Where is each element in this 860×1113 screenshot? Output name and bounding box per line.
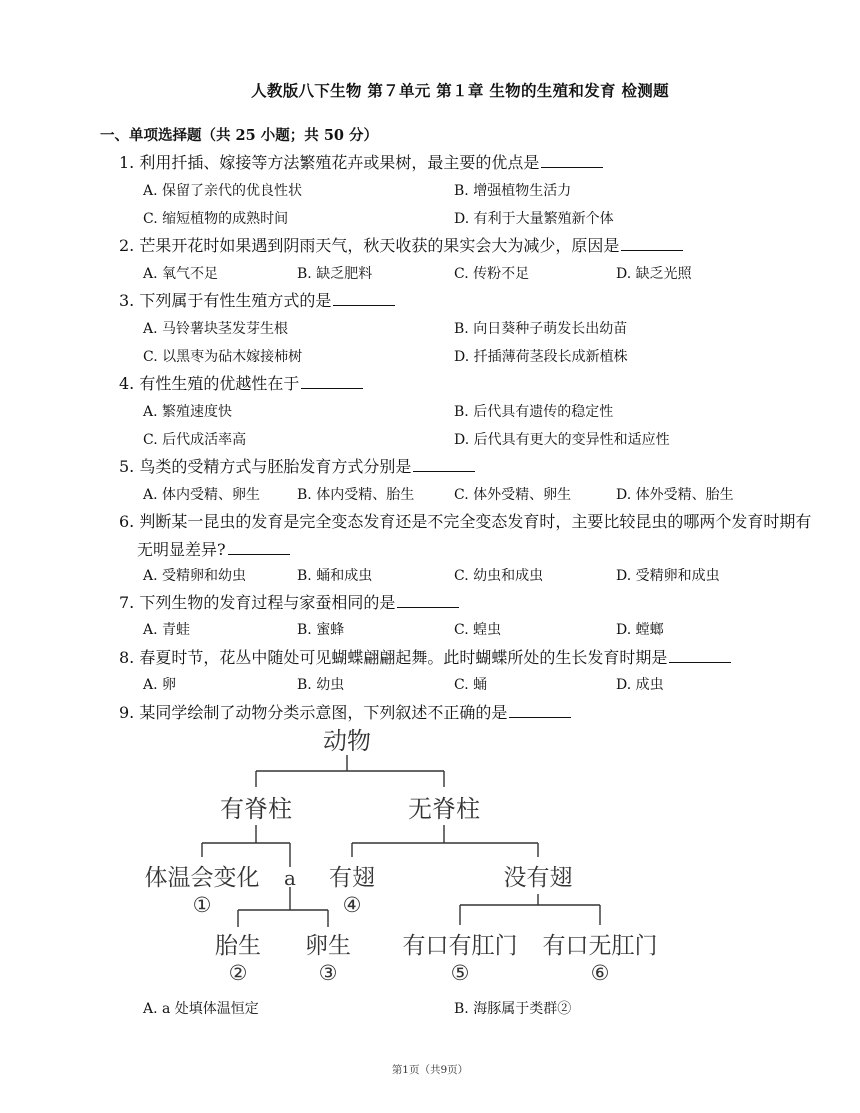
- diagram-mark-4: ④: [342, 893, 362, 917]
- question-3-option-b: B. 向日葵种子萌发长出幼苗: [454, 321, 628, 337]
- question-4-stem: 4. 有性生殖的优越性在于: [119, 370, 799, 398]
- question-5-option-d: D. 体外受精、胎生: [616, 487, 734, 503]
- question-7-option-c: C. 蝗虫: [454, 622, 502, 638]
- diagram-mark-3: ③: [318, 961, 338, 985]
- answer-blank: [333, 304, 395, 306]
- diagram-mark-5: ⑤: [450, 961, 470, 985]
- diagram-oviparous: 卵生: [305, 933, 351, 959]
- diagram-mark-2: ②: [228, 961, 248, 985]
- question-9-stem: 9. 某同学绘制了动物分类示意图，下列叙述不正确的是: [119, 699, 799, 727]
- question-8-option-d: D. 成虫: [616, 677, 664, 693]
- question-1-option-a: A. 保留了亲代的优良性状: [143, 183, 303, 199]
- answer-blank: [509, 716, 571, 718]
- question-7-option-b: B. 蜜蜂: [297, 622, 345, 638]
- question-5-option-b: B. 体内受精、胎生: [297, 487, 415, 503]
- answer-blank: [413, 470, 475, 472]
- answer-blank: [301, 387, 363, 389]
- question-1-option-c: C. 缩短植物的成熟时间: [143, 211, 289, 227]
- question-4-option-a: A. 繁殖速度快: [143, 404, 233, 420]
- diagram-root: 动物: [323, 727, 371, 755]
- question-7-option-d: D. 螳螂: [616, 622, 664, 638]
- question-2-stem: 2. 芒果开花时如果遇到阴雨天气，秋天收获的果实会大为减少，原因是: [119, 232, 799, 260]
- question-6-option-d: D. 受精卵和成虫: [616, 568, 720, 584]
- animal-classification-diagram: [130, 727, 660, 997]
- section-heading: 一、单项选择题（共 25 小题；共 50 分）: [100, 127, 379, 144]
- page-title: 人教版八下生物 第７单元 第１章 生物的生殖和发育 检测题: [251, 81, 669, 100]
- question-1-option-b: B. 增强植物生活力: [454, 183, 572, 199]
- answer-blank: [228, 553, 290, 555]
- diagram-mouth-no-anus: 有口无肛门: [542, 933, 658, 959]
- diagram-mouth-anus: 有口有肛门: [402, 933, 518, 959]
- question-9-option-b: B. 海豚属于类群②: [454, 1001, 572, 1017]
- question-4-option-d: D. 后代具有更大的变异性和适应性: [454, 432, 670, 448]
- page-footer: 第1页（共9页）: [391, 1064, 469, 1076]
- question-6-option-b: B. 蛹和成虫: [297, 568, 373, 584]
- question-5-stem: 5. 鸟类的受精方式与胚胎发育方式分别是: [119, 453, 799, 481]
- diagram-invertebrate: 无脊柱: [408, 795, 480, 823]
- question-7-option-a: A. 青蛙: [143, 622, 191, 638]
- question-4-option-b: B. 后代具有遗传的稳定性: [454, 404, 614, 420]
- question-1-stem: 1. 利用扦插、嫁接等方法繁殖花卉或果树，最主要的优点是: [119, 149, 799, 177]
- question-6-option-c: C. 幼虫和成虫: [454, 568, 544, 584]
- question-2-option-b: B. 缺乏肥料: [297, 266, 373, 282]
- question-2-option-c: C. 传粉不足: [454, 266, 530, 282]
- diagram-wingless: 没有翅: [503, 865, 573, 891]
- answer-blank: [621, 249, 683, 251]
- diagram-mark-6: ⑥: [590, 961, 610, 985]
- question-2-option-a: A. 氧气不足: [143, 266, 219, 282]
- diagram-viviparous: 胎生: [215, 933, 261, 959]
- diagram-ectotherm: 体温会变化: [144, 865, 260, 891]
- diagram-winged: 有翅: [329, 865, 375, 891]
- diagram-mark-1: ①: [192, 893, 212, 917]
- question-6-stem-line1: 6. 判断某一昆虫的发育是完全变态发育还是不完全变态发育时，主要比较昆虫的哪两个发育时期有: [119, 512, 812, 531]
- question-6-stem-line2: 无明显差异?: [137, 536, 817, 564]
- question-1-option-d: D. 有利于大量繁殖新个体: [454, 211, 614, 227]
- question-9-option-a: A. a 处填体温恒定: [143, 1001, 259, 1017]
- question-3-option-c: C. 以黑枣为砧木嫁接柿树: [143, 349, 303, 365]
- question-8-option-b: B. 幼虫: [297, 677, 345, 693]
- question-6-option-a: A. 受精卵和幼虫: [143, 568, 247, 584]
- diagram-a: a: [284, 866, 296, 890]
- question-5-option-c: C. 体外受精、卵生: [454, 487, 572, 503]
- question-5-option-a: A. 体内受精、卵生: [143, 487, 261, 503]
- diagram-vertebrate: 有脊柱: [220, 795, 292, 823]
- question-3-stem: 3. 下列属于有性生殖方式的是: [119, 287, 799, 315]
- question-8-option-c: C. 蛹: [454, 677, 488, 693]
- question-8-stem: 8. 春夏时节，花丛中随处可见蝴蝶翩翩起舞。此时蝴蝶所处的生长发育时期是: [119, 644, 799, 672]
- answer-blank: [397, 606, 459, 608]
- question-3-option-a: A. 马铃薯块茎发芽生根: [143, 321, 289, 337]
- question-8-option-a: A. 卵: [143, 677, 177, 693]
- answer-blank: [669, 661, 731, 663]
- question-7-stem: 7. 下列生物的发育过程与家蚕相同的是: [119, 589, 799, 617]
- question-4-option-c: C. 后代成活率高: [143, 432, 247, 448]
- question-3-option-d: D. 扦插薄荷茎段长成新植株: [454, 349, 628, 365]
- answer-blank: [541, 166, 603, 168]
- question-2-option-d: D. 缺乏光照: [616, 266, 692, 282]
